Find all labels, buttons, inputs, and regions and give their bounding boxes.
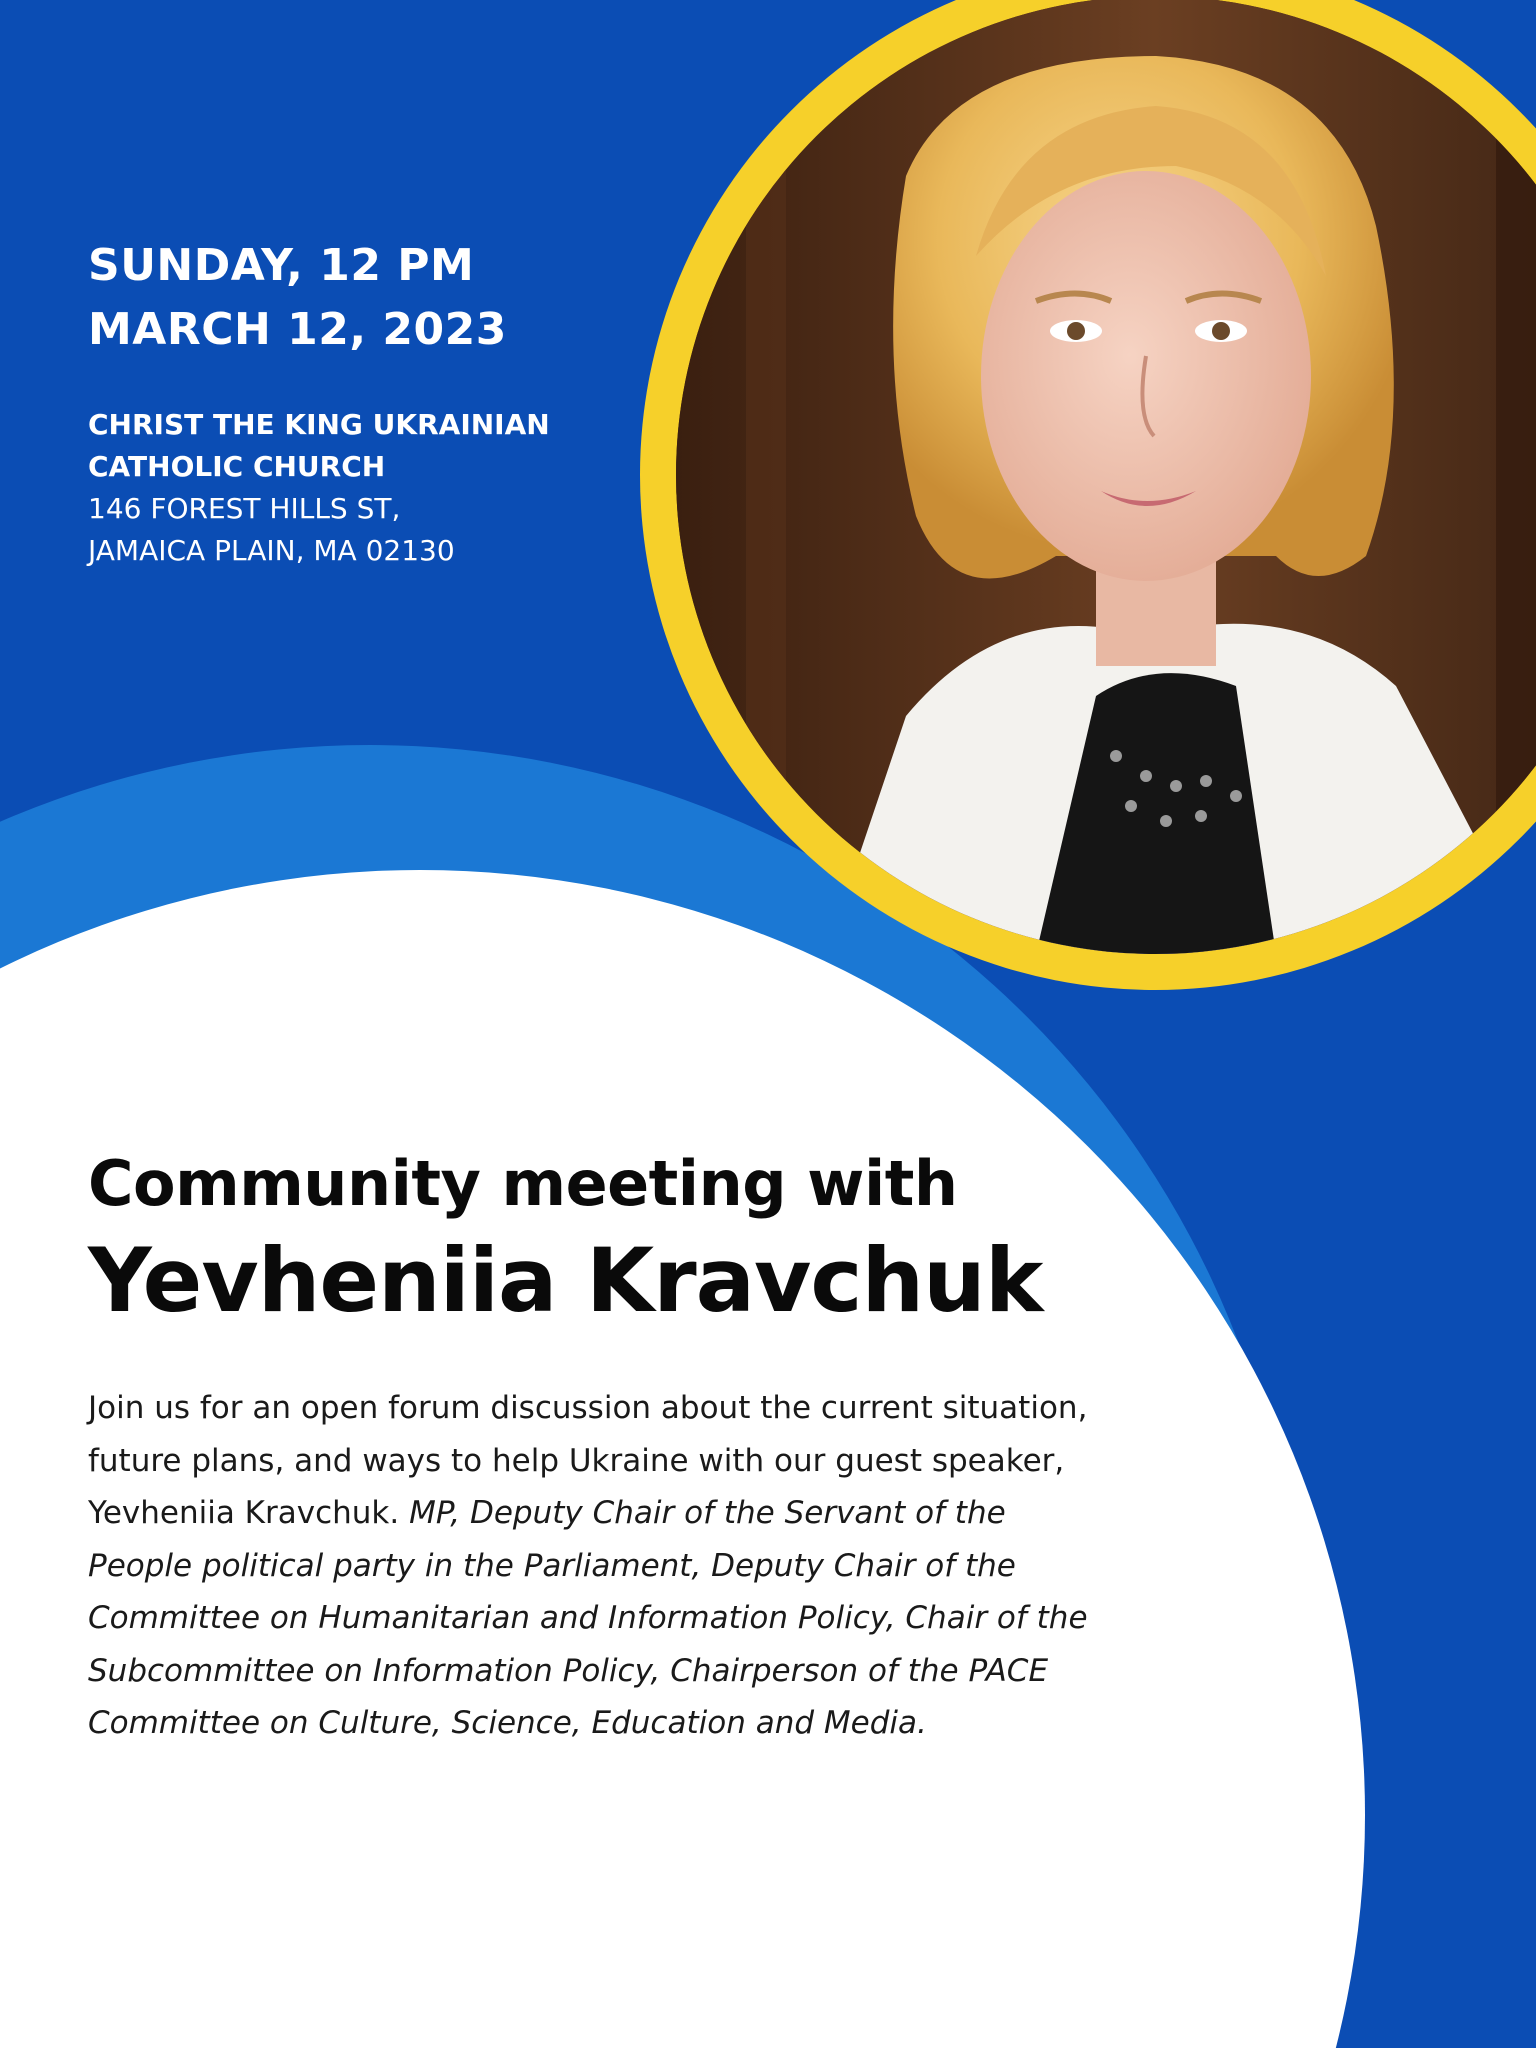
venue-name-line2: CATHOLIC CHURCH [88, 450, 386, 483]
venue-address-line1: 146 FOREST HILLS ST, [88, 492, 401, 525]
speaker-credentials: MP, Deputy Chair of the Servant of the People political party in the Parliament, Deputy Chair of the Committee on Humanitarian and Information Policy, Chair of the Subcommittee on Information Policy, Chairperson of the PACE Committee on Culture, Science, Education and Media. [88, 1495, 1088, 1741]
event-venue [88, 404, 550, 572]
event-day-time: SUNDAY, 12 PM [88, 240, 475, 291]
headline-speaker-name: Yevheniia Kravchuk [88, 1229, 1043, 1332]
headline-intro: Community meeting with [88, 1147, 958, 1220]
event-date: MARCH 12, 2023 [88, 304, 507, 355]
description-intro: Join us for an open forum discussion about the current situation, future plans, and ways to help Ukraine with our guest speaker, Yevheniia Kravchuk. [88, 1390, 1088, 1531]
venue-name-line1: CHRIST THE KING UKRAINIAN [88, 408, 550, 441]
main-content [88, 1142, 1108, 1750]
venue-address-line2: JAMAICA PLAIN, MA 02130 [88, 534, 455, 567]
event-description [88, 1382, 1088, 1750]
event-details [88, 234, 550, 572]
